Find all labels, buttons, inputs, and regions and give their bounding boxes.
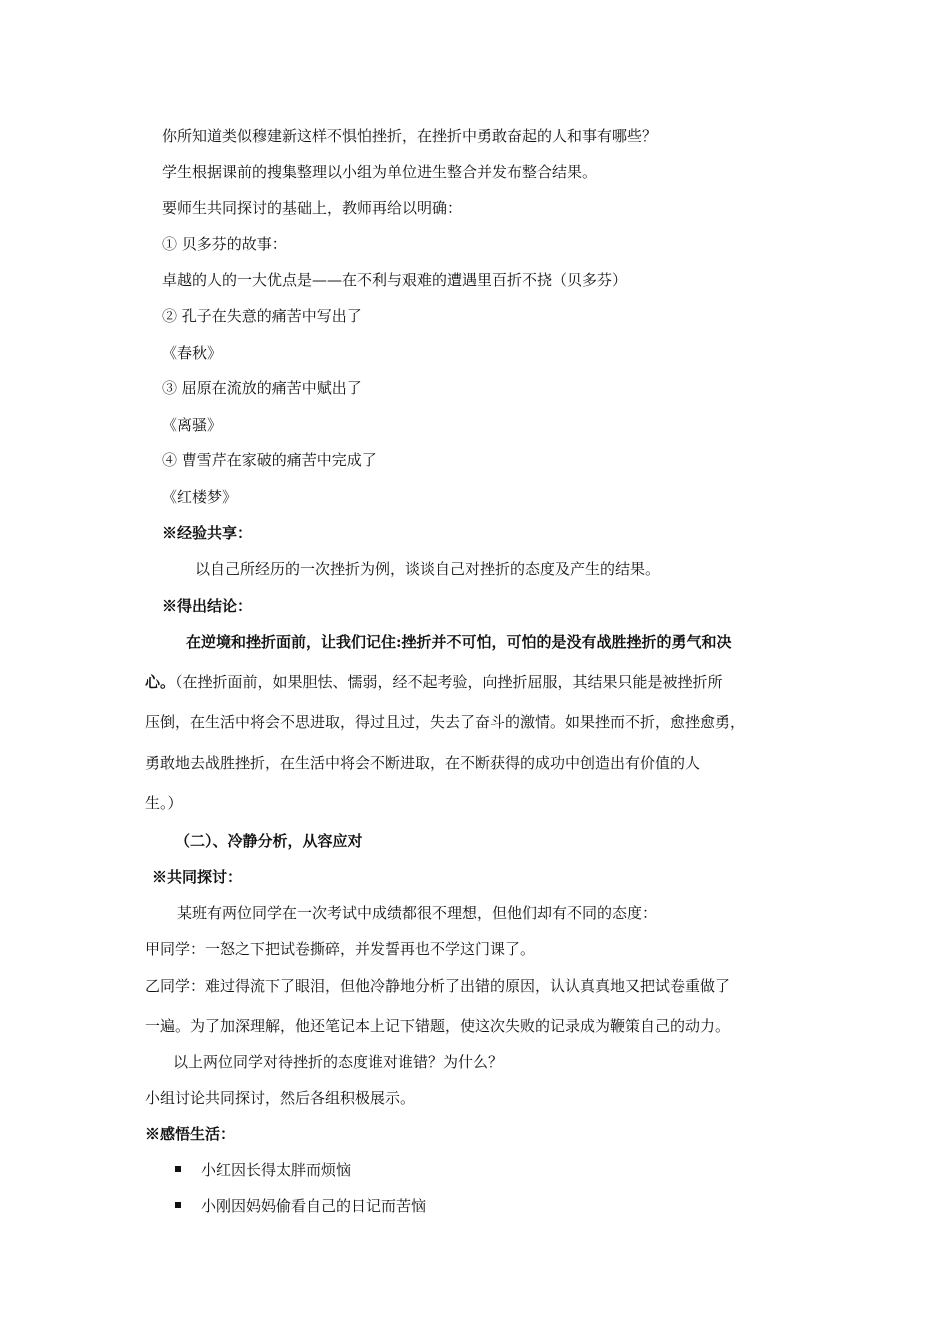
list-item-text: 小红因长得太胖而烦恼 xyxy=(201,1161,352,1179)
intro-student-action: 学生根据课前的搜集整理以小组为单位进生整合并发布整合结果。 xyxy=(162,163,598,181)
group-task: 小组讨论共同探讨，然后各组积极展示。 xyxy=(145,1089,416,1107)
list-item xyxy=(175,1160,351,1180)
example-2 xyxy=(162,306,362,326)
list-item xyxy=(175,1196,426,1216)
discussion-question: 以上两位同学对待挫折的态度谁对谁错？为什么？ xyxy=(173,1053,504,1071)
conclusion-line-2 xyxy=(145,672,723,692)
example-text: 孔子在失意的痛苦中写出了 xyxy=(181,307,362,325)
example-text: 屈原在流放的痛苦中赋出了 xyxy=(181,379,362,397)
conclusion-line-5: 生。） xyxy=(145,794,183,812)
conclusion-line-3: 压倒，在生活中将会不思进取，得过且过，失去了奋斗的激情。如果挫而不折，愈挫愈勇， xyxy=(145,713,746,731)
student-a: 甲同学：一怒之下把试卷撕碎，并发誓再也不学这门课了。 xyxy=(145,940,536,958)
intro-teacher-note: 要师生共同探讨的基础上，教师再给以明确： xyxy=(162,199,463,217)
example-3-detail: 《离骚》 xyxy=(162,416,223,434)
example-marker: ① xyxy=(162,235,178,253)
example-4 xyxy=(162,450,377,470)
example-2-detail: 《春秋》 xyxy=(162,344,223,362)
section2-title: （二）、冷静分析，从容应对 xyxy=(175,832,363,850)
student-b-line-1: 乙同学：难过得流下了眼泪，但他冷静地分析了出错的原因，认认真真地又把试卷重做了 xyxy=(145,977,731,995)
example-marker: ④ xyxy=(162,451,178,469)
example-text: 曹雪芹在家破的痛苦中完成了 xyxy=(181,451,377,469)
conclusion-bold-line: 在逆境和挫折面前，让我们记住:挫折并不可怕，可怕的是没有战胜挫折的勇气和决 xyxy=(186,633,732,651)
example-1-detail: 卓越的人的一大优点是——在不利与艰难的遭遇里百折不挠（贝多芬） xyxy=(162,271,628,289)
example-marker: ③ xyxy=(162,379,178,397)
square-bullet-icon xyxy=(175,1166,181,1172)
square-bullet-icon xyxy=(175,1202,181,1208)
student-b-line-2: 一遍。为了加深理解，他还笔记本上记下错题，使这次失败的记录成为鞭策自己的动力。 xyxy=(145,1017,731,1035)
list-item-text: 小刚因妈妈偷看自己的日记而苦恼 xyxy=(201,1197,427,1215)
intro-question: 你所知道类似穆建新这样不惧怕挫折，在挫折中勇敢奋起的人和事有哪些？ xyxy=(162,127,658,145)
example-text: 贝多芬的故事： xyxy=(181,235,287,253)
conclusion-line-4: 勇敢地去战胜挫折，在生活中将会不断进取，在不断获得的成功中创造出有价值的人 xyxy=(145,754,701,772)
discussion-scenario: 某班有两位同学在一次考试中成绩都很不理想，但他们却有不同的态度： xyxy=(177,904,658,922)
example-4-detail: 《红楼梦》 xyxy=(162,488,238,506)
conclusion-heading: ※得出结论： xyxy=(162,597,253,615)
example-marker: ② xyxy=(162,307,178,325)
conclusion-bold-start: 心。 xyxy=(145,673,176,691)
experience-heading: ※经验共享： xyxy=(162,524,253,542)
discussion-heading: ※共同探讨： xyxy=(152,868,243,886)
life-heading: ※感悟生活： xyxy=(145,1125,236,1143)
conclusion-line-2-rest: （在挫折面前，如果胆怯、懦弱，经不起考验，向挫折屈服，其结果只能是被挫折所 xyxy=(175,673,723,691)
example-3 xyxy=(162,378,362,398)
experience-text: 以自己所经历的一次挫折为例，谈谈自己对挫折的态度及产生的结果。 xyxy=(195,560,661,578)
example-1 xyxy=(162,234,287,254)
